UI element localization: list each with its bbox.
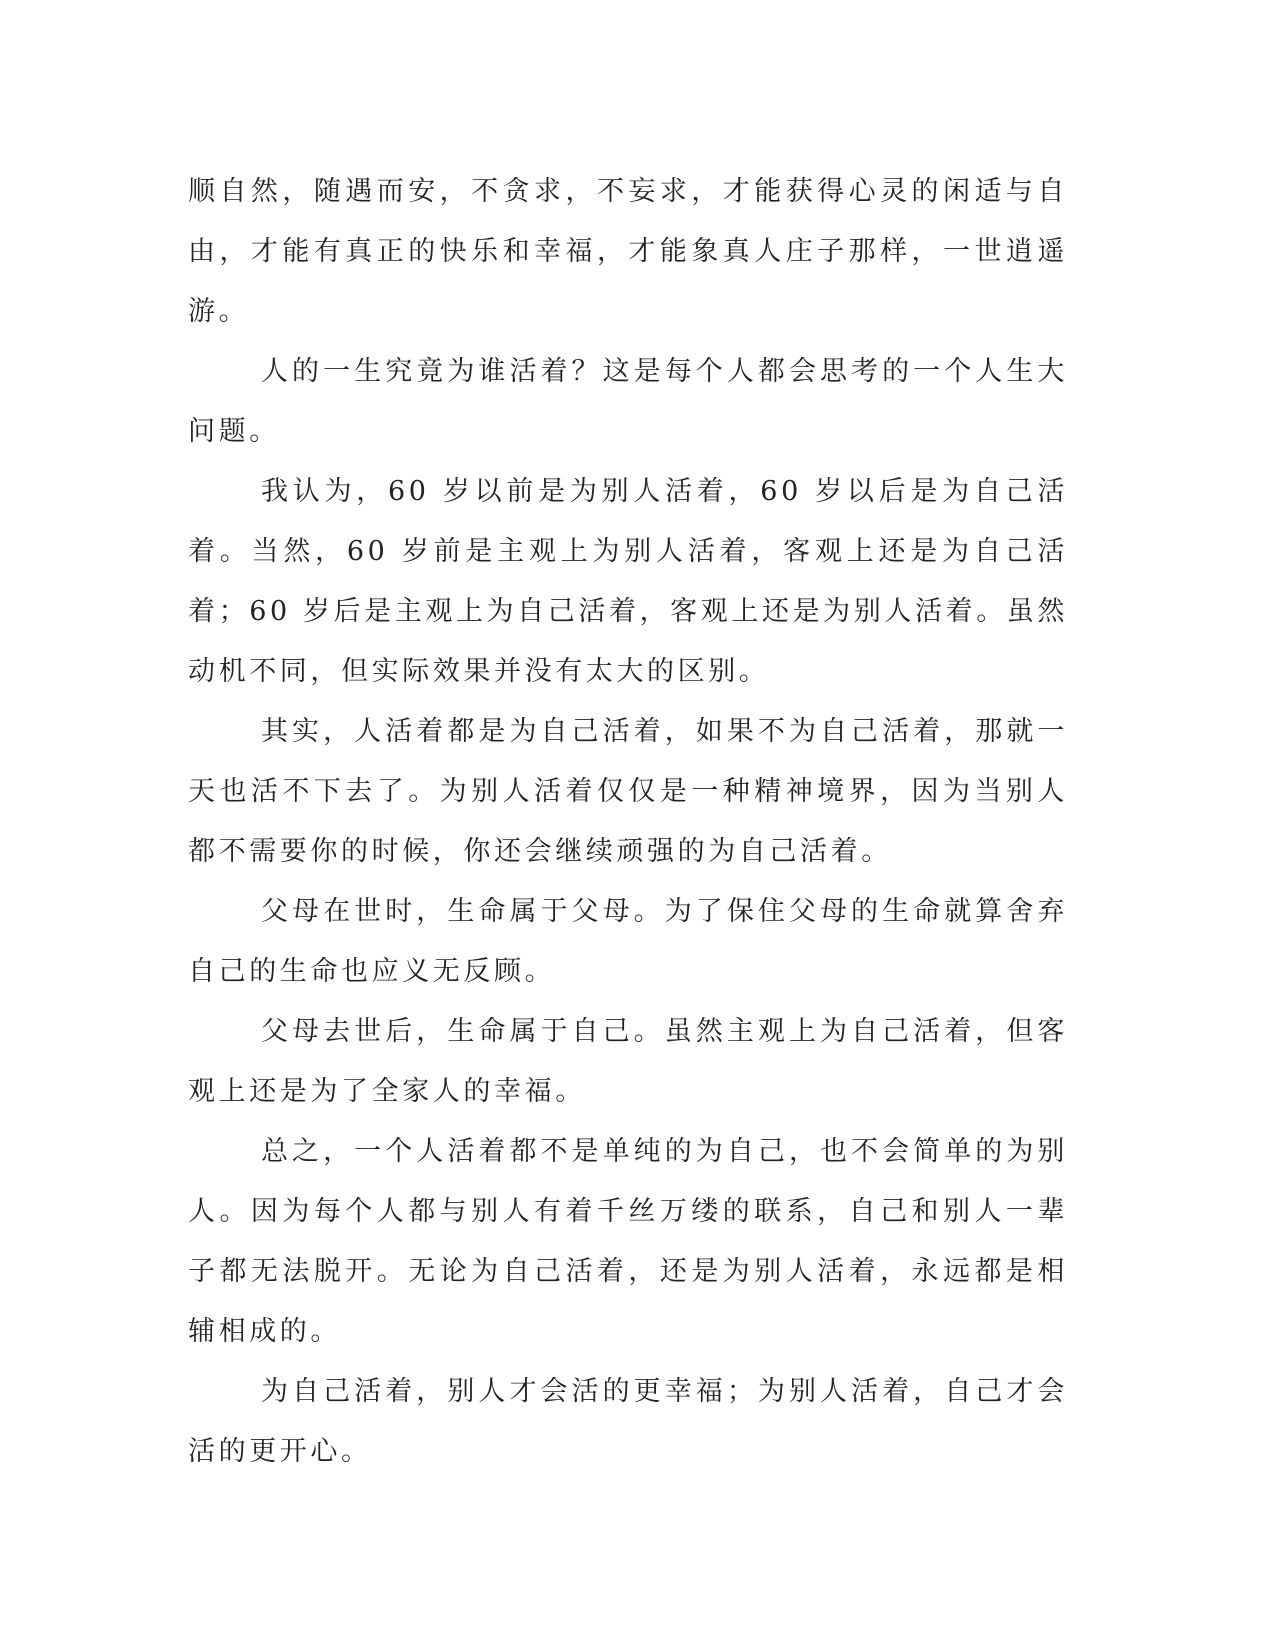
document-body bbox=[188, 162, 1068, 1482]
paragraph-7: 总之，一个人活着都不是单纯的为自己，也不会简单的为别人。因为每个人都与别人有着千丝万缕的联系，自己和别人一辈子都无法脱开。无论为自己活着，还是为别人活着，永远都是相辅相成的。 bbox=[188, 1136, 1068, 1347]
paragraph-4: 其实，人活着都是为自己活着，如果不为自己活着，那就一天也活不下去了。为别人活着仅仅是一种精神境界，因为当别人都不需要你的时候，你还会继续顽强的为自己活着。 bbox=[188, 716, 1068, 867]
paragraph-2: 人的一生究竟为谁活着？这是每个人都会思考的一个人生大问题。 bbox=[188, 356, 1068, 447]
paragraph-6: 父母去世后，生命属于自己。虽然主观上为自己活着，但客观上还是为了全家人的幸福。 bbox=[188, 1016, 1068, 1107]
paragraph-8: 为自己活着，别人才会活的更幸福；为别人活着，自己才会活的更开心。 bbox=[188, 1376, 1068, 1467]
paragraph-5: 父母在世时，生命属于父母。为了保住父母的生命就算舍弃自己的生命也应义无反顾。 bbox=[188, 896, 1068, 987]
paragraph-1: 顺自然，随遇而安，不贪求，不妄求，才能获得心灵的闲适与自由，才能有真正的快乐和幸福，才能象真人庄子那样，一世逍遥游。 bbox=[188, 176, 1068, 327]
paragraph-3: 我认为，60 岁以前是为别人活着，60 岁以后是为自己活着。当然，60 岁前是主观上为别人活着，客观上还是为自己活着；60 岁后是主观上为自己活着，客观上还是为别人活着。虽然动机不同，但实际效果并没有太大的区别。 bbox=[188, 476, 1068, 687]
